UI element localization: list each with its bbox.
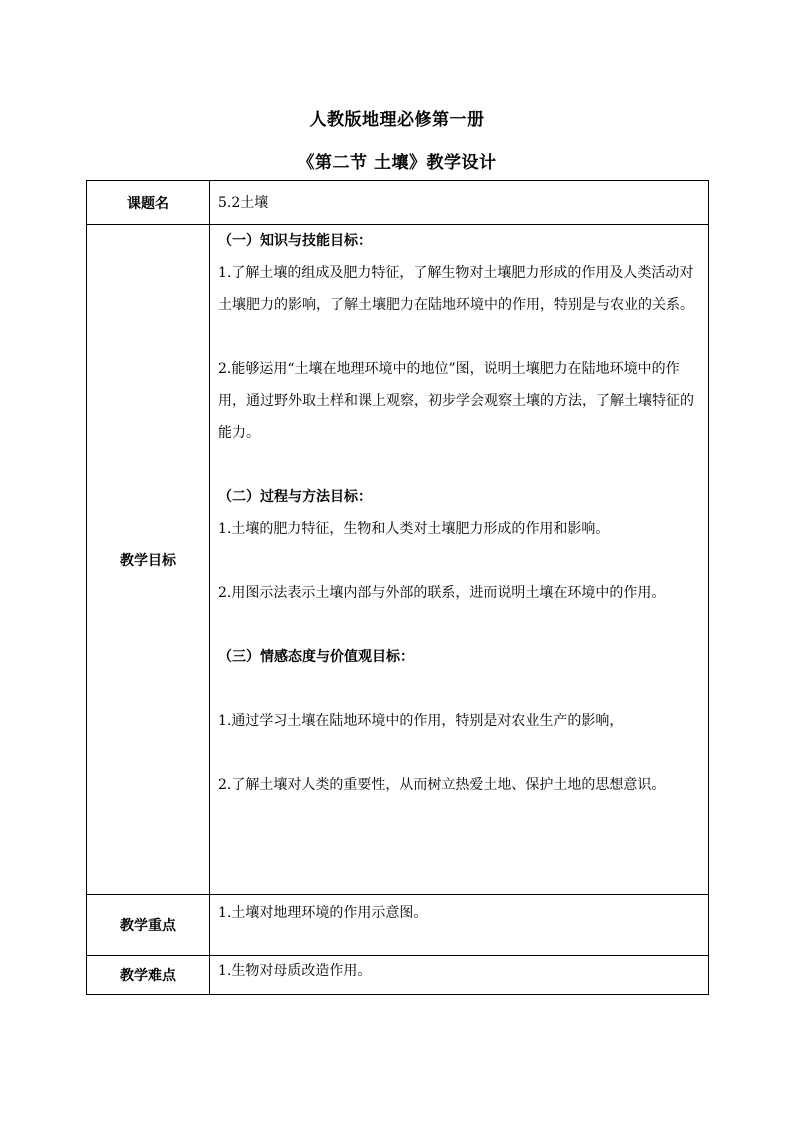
goals-section-1-item-1: 1.了解土壤的组成及肥力特征，了解生物对土壤肥力形成的作用及人类活动对土壤肥力的影响，了解土壤肥力在陆地环境中的作用，特别是与农业的关系。 [218,265,694,313]
table-row-focus [87,895,709,956]
goals-section-3-heading: （三）情感态度与价值观目标： [218,649,414,665]
goals-label: 教学目标 [87,225,210,895]
goals-section-3-item-2: 2.了解土壤对人类的重要性，从而树立热爱土地、保护土地的思想意识。 [218,777,666,793]
focus-value: 1.土壤对地理环境的作用示意图。 [210,895,709,956]
difficulty-label: 教学难点 [87,956,210,995]
table-row-goals [87,225,709,895]
topic-label: 课题名 [87,181,210,225]
difficulty-value: 1.生物对母质改造作用。 [210,956,709,995]
goals-content [210,225,709,895]
focus-label: 教学重点 [87,895,210,956]
goals-section-2-item-1: 1.土壤的肥力特征，生物和人类对土壤肥力形成的作用和影响。 [218,521,610,537]
goals-section-2-item-2: 2.用图示法表示土壤内部与外部的联系，进而说明土壤在环境中的作用。 [218,585,666,601]
topic-value: 5.2土壤 [210,181,709,225]
document-subtitle: 《第二节 土壤》教学设计 [297,153,497,173]
goals-section-3-item-1: 1.通过学习土壤在陆地环境中的作用，特别是对农业生产的影响， [218,713,624,729]
goals-section-1-heading: （一）知识与技能目标： [218,233,372,249]
lesson-plan-table [86,180,709,995]
goals-section-2-heading: （二）过程与方法目标： [218,489,372,505]
table-row-topic [87,181,709,225]
document-title: 人教版地理必修第一册 [309,110,485,130]
goals-section-1-item-2: 2.能够运用“土壤在地理环境中的地位”图，说明土壤肥力在陆地环境中的作用，通过野外取土样和课上观察，初步学会观察土壤的方法，了解土壤特征的能力。 [218,361,694,441]
table-row-difficulty [87,956,709,995]
